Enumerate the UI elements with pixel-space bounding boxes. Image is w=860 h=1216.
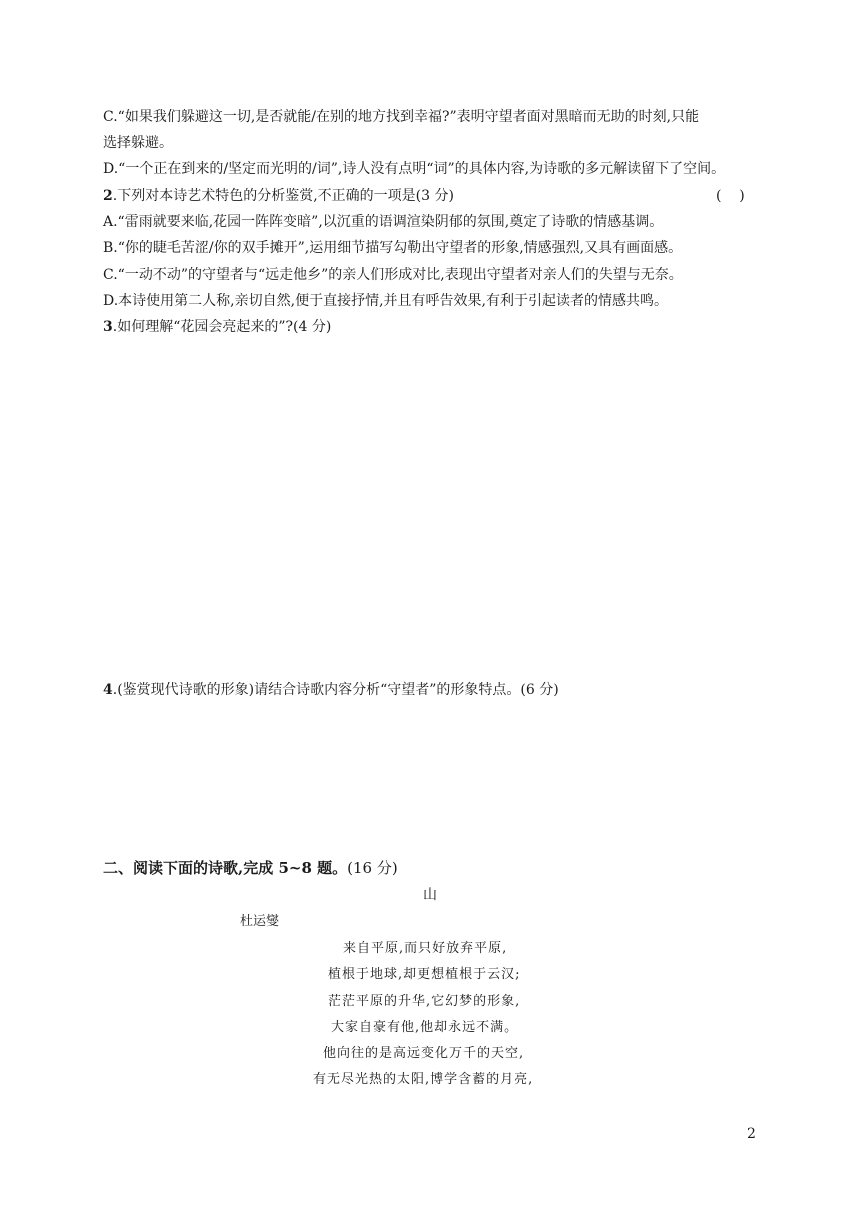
q1-option-c-line1: C.“如果我们躲避这一切,是否就能/在别的地方找到幸福?”表明守望者面对黑暗而无助的时刻,只能 <box>103 109 700 125</box>
section-2-heading <box>103 858 398 878</box>
poem-line-3: 茫茫平原的升华,它幻梦的形象, <box>328 994 521 1009</box>
page-number: 2 <box>747 1126 756 1142</box>
q2-option-a: A.“雷雨就要来临,花园一阵阵变暗”,以沉重的语调渲染阴郁的氛围,奠定了诗歌的情感基调。 <box>103 214 664 230</box>
q2-option-d: D.本诗使用第二人称,亲切自然,便于直接抒情,并且有呼告效果,有利于引起读者的情感共鸣。 <box>103 293 668 309</box>
poem-author: 杜运燮 <box>240 914 280 929</box>
q2-option-b: B.“你的睫毛苦涩/你的双手摊开”,运用细节描写勾勒出守望者的形象,情感强烈,又具有画面感。 <box>103 240 683 256</box>
q4-stem <box>103 681 559 699</box>
poem-line-5: 他向往的是高远变化万千的天空, <box>323 1046 525 1061</box>
q2-number: 2 <box>103 188 113 204</box>
q2-text: .下列对本诗艺术特色的分析鉴赏,不正确的一项是(3 分) <box>112 188 454 204</box>
q2-option-c: C.“一动不动”的守望者与“远走他乡”的亲人们形成对比,表现出守望者对亲人们的失望与无奈。 <box>103 267 683 283</box>
q3-stem <box>103 318 331 336</box>
q2-answer-bracket: ( ) <box>716 188 745 204</box>
q3-number: 3 <box>103 319 113 335</box>
q4-number: 4 <box>103 682 113 698</box>
poem-line-1: 来自平原,而只好放弃平原, <box>343 941 508 956</box>
poem-line-2: 植根于地球,却更想植根于云汉; <box>328 967 521 982</box>
poem-line-4: 大家自豪有他,他却永远不满。 <box>331 1020 519 1035</box>
q4-text: .(鉴赏现代诗歌的形象)请结合诗歌内容分析“守望者”的形象特点。(6 分) <box>112 682 559 698</box>
section-2-title: 二、阅读下面的诗歌,完成 5~8 题。 <box>103 859 348 877</box>
poem-line-6: 有无尽光热的太阳,博学含蓄的月亮, <box>313 1072 534 1087</box>
q3-text: .如何理解“花园会亮起来的”?(4 分) <box>112 319 332 335</box>
section-2-points: (16 分) <box>347 859 398 877</box>
q1-option-d: D.“一个正在到来的/坚定而光明的/词”,诗人没有点明“词”的具体内容,为诗歌的多元解读留下了空间。 <box>103 161 726 177</box>
q1-option-c-line2: 选择躲避。 <box>103 135 173 151</box>
poem-title: 山 <box>423 887 437 903</box>
q2-stem <box>103 187 454 205</box>
